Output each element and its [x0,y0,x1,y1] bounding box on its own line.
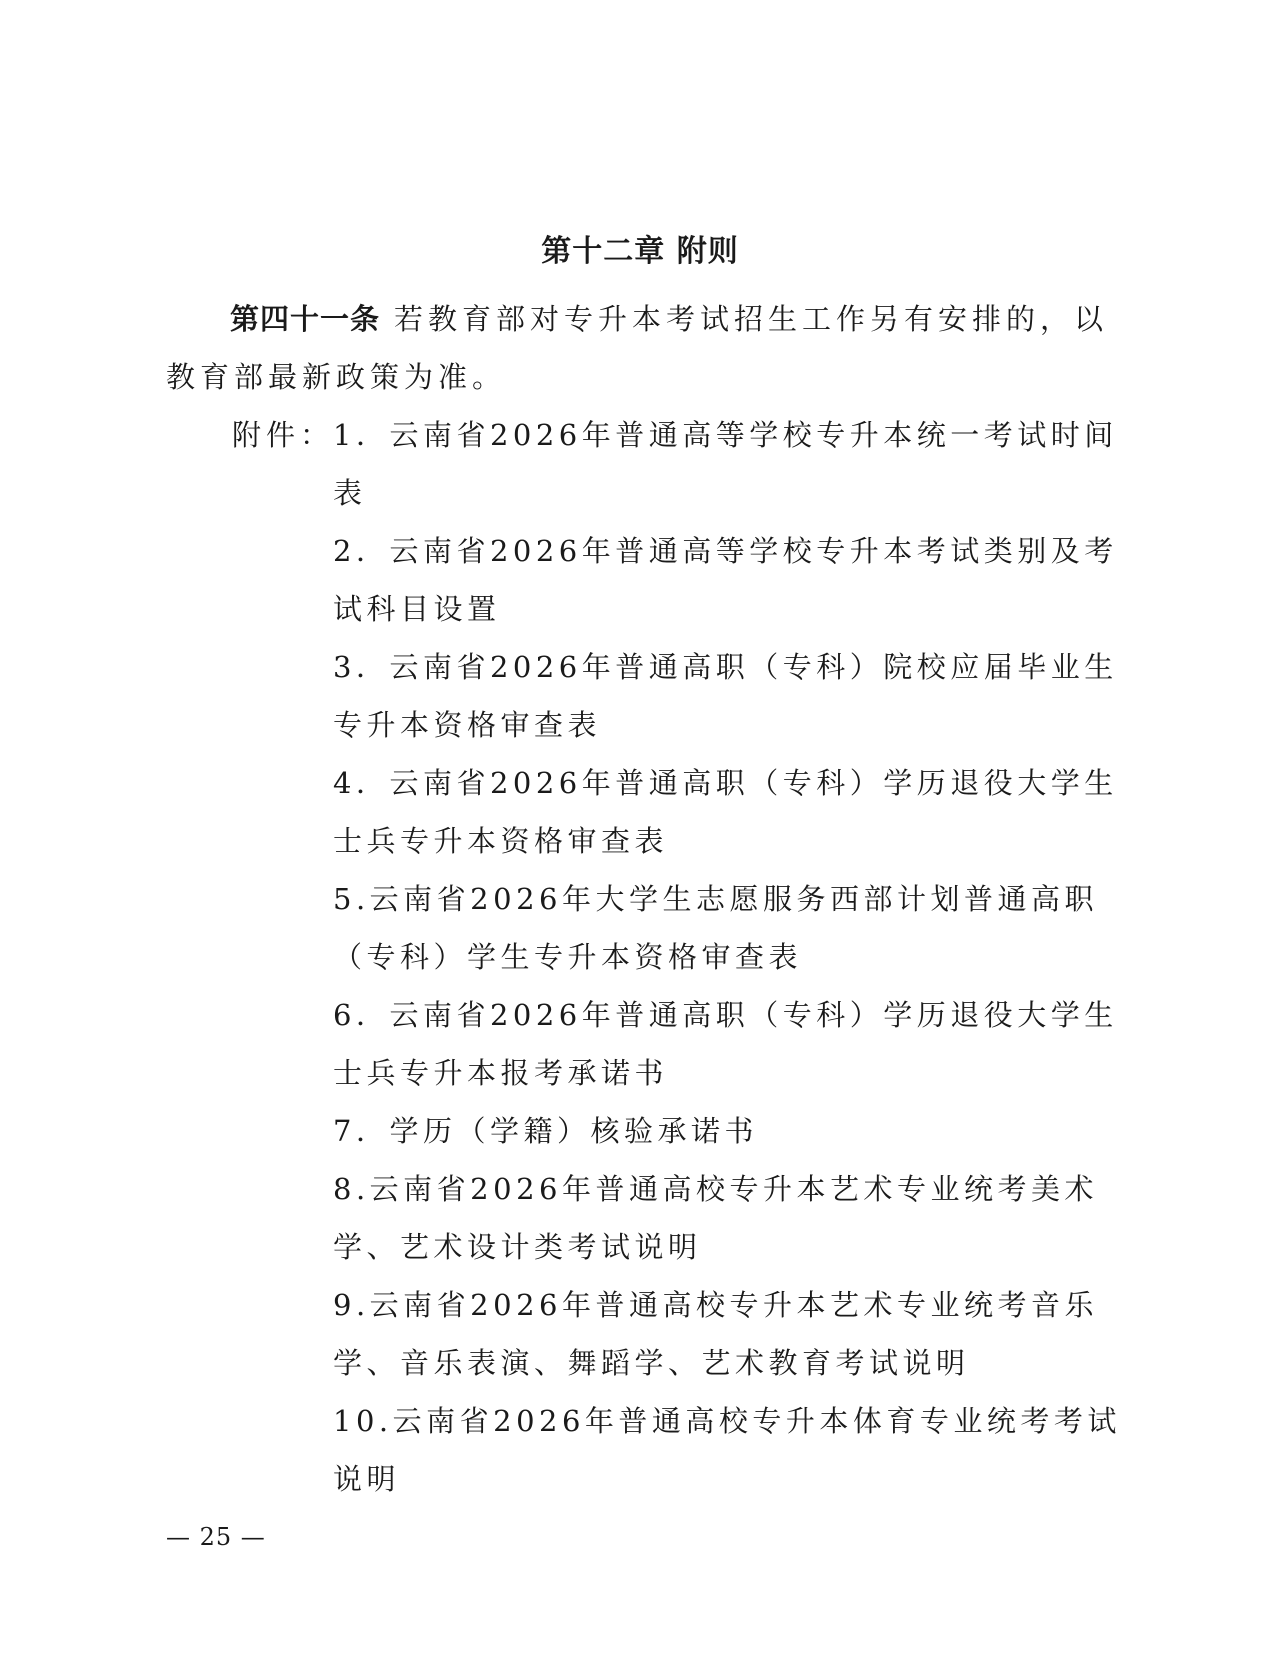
page-number: — 25 — [166,1523,266,1551]
attachment-item-2: 2．云南省2026年普通高等学校专升本考试类别及考试科目设置 [333,534,1118,626]
attachment-item-10: 10.云南省2026年普通高校专升本体育专业统考考试说明 [333,1404,1121,1496]
attachment-item-6: 6．云南省2026年普通高职（专科）学历退役大学生士兵专升本报考承诺书 [333,998,1118,1090]
attachment-item-9: 9.云南省2026年普通高校专升本艺术专业统考音乐学、音乐表演、舞蹈学、艺术教育考试说明 [333,1288,1098,1380]
attachment-item-1: 1．云南省2026年普通高等学校专升本统一考试时间表 [333,418,1118,510]
attachment-item-7: 7．学历（学籍）核验承诺书 [333,1114,758,1148]
attachment-item-5: 5.云南省2026年大学生志愿服务西部计划普通高职（专科）学生专升本资格审查表 [333,882,1098,974]
attachment-item-3: 3．云南省2026年普通高职（专科）院校应届毕业生专升本资格审查表 [333,650,1118,742]
attachments-list [333,406,1133,1508]
attachment-item-4: 4．云南省2026年普通高职（专科）学历退役大学生士兵专升本资格审查表 [333,766,1118,858]
article-41 [166,290,1126,406]
chapter-title: 第十二章 附则 [541,234,739,269]
article-text: 若教育部对专升本考试招生工作另有安排的，以教育部最新政策为准。 [166,302,1109,394]
article-number: 第四十一条 [230,302,381,336]
attachment-item-8: 8.云南省2026年普通高校专升本艺术专业统考美术学、艺术设计类考试说明 [333,1172,1098,1264]
attachments-label: 附件： [232,418,335,452]
